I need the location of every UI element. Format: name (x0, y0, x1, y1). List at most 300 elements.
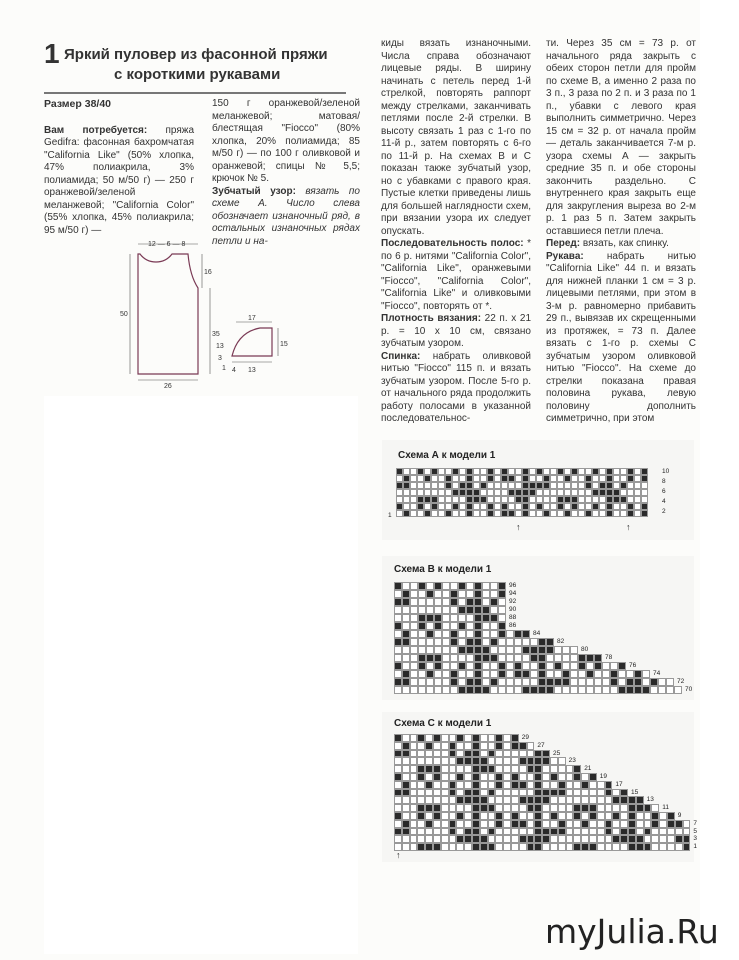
back-label: Спинка: (381, 350, 421, 362)
chart-cell (494, 503, 501, 510)
chart-cell (613, 510, 620, 517)
chart-cell (402, 734, 410, 742)
chart-a-grid (396, 468, 652, 520)
chart-c-row-label: 13 (646, 796, 654, 804)
chart-cell (473, 468, 480, 475)
chart-cell (503, 820, 511, 828)
chart-cell (566, 812, 574, 820)
chart-cell (445, 489, 452, 496)
chart-cell (410, 503, 417, 510)
chart-cell (488, 781, 496, 789)
chart-cell (458, 606, 466, 614)
chart-cell (659, 820, 667, 828)
chart-cell (605, 789, 613, 797)
chart-cell (442, 670, 450, 678)
chart-cell (550, 468, 557, 475)
chart-cell (394, 750, 402, 758)
chart-cell (426, 662, 434, 670)
chart-cell (438, 482, 445, 489)
chart-cell (534, 843, 542, 851)
chart-cell (441, 765, 449, 773)
chart-cell (527, 835, 535, 843)
chart-cell (438, 496, 445, 503)
chart-cell (566, 796, 574, 804)
chart-cell (449, 820, 457, 828)
chart-cell (562, 654, 570, 662)
chart-cell (599, 489, 606, 496)
chart-cell (394, 812, 402, 820)
chart-cell (644, 828, 652, 836)
density-paragraph (381, 313, 531, 351)
chart-cell (456, 757, 464, 765)
chart-cell (514, 646, 522, 654)
chart-cell (445, 496, 452, 503)
chart-cell (644, 820, 652, 828)
chart-cell (417, 773, 425, 781)
chart-cell (394, 796, 402, 804)
chart-cell (536, 510, 543, 517)
chart-cell (597, 796, 605, 804)
chart-cell (612, 789, 620, 797)
chart-cell (511, 789, 519, 797)
chart-cell (472, 750, 480, 758)
chart-cell (529, 482, 536, 489)
chart-cell (472, 843, 480, 851)
chart-cell (450, 662, 458, 670)
chart-cell (613, 475, 620, 482)
chart-cell (417, 482, 424, 489)
chart-cell (578, 686, 586, 694)
chart-cell (613, 468, 620, 475)
chart-cell (394, 820, 402, 828)
chart-cell (594, 678, 602, 686)
chart-cell (488, 812, 496, 820)
chart-cell (658, 686, 666, 694)
chart-cell (506, 686, 514, 694)
chart-cell (487, 482, 494, 489)
chart-b-row-label: 70 (685, 686, 693, 693)
chart-cell (431, 468, 438, 475)
chart-cell (503, 734, 511, 742)
chart-cell (438, 489, 445, 496)
sleeve-paragraph (546, 251, 696, 426)
chart-cell (442, 590, 450, 598)
chart-cell (522, 630, 530, 638)
chart-cell (613, 489, 620, 496)
chart-cell (522, 670, 530, 678)
chart-cell (402, 662, 410, 670)
chart-cell (394, 622, 402, 630)
chart-cell (620, 828, 628, 836)
chart-cell (508, 489, 515, 496)
chart-cell (542, 804, 550, 812)
chart-cell (482, 654, 490, 662)
chart-cell (581, 773, 589, 781)
chart-c-title: Схема С к модели 1 (394, 718, 492, 729)
chart-cell (506, 662, 514, 670)
pattern-label: Зубчатый узор: (212, 185, 296, 197)
chart-cell (434, 630, 442, 638)
chart-cell (597, 820, 605, 828)
chart-cell (501, 475, 508, 482)
chart-cell (482, 670, 490, 678)
chart-cell (641, 489, 648, 496)
chart-cell (495, 789, 503, 797)
chart-cell (527, 796, 535, 804)
chart-cell (431, 482, 438, 489)
chart-cell (417, 820, 425, 828)
chart-cell (425, 804, 433, 812)
chart-cell (466, 678, 474, 686)
chart-cell (466, 670, 474, 678)
chart-cell (431, 496, 438, 503)
chart-cell (394, 662, 402, 670)
chart-cell (558, 781, 566, 789)
dim-sleeve-13: 13 (216, 343, 224, 350)
chart-cell (434, 614, 442, 622)
chart-cell (410, 630, 418, 638)
chart-cell (418, 678, 426, 686)
chart-cell (550, 789, 558, 797)
chart-cell (434, 606, 442, 614)
chart-cell (466, 590, 474, 598)
chart-cell (634, 496, 641, 503)
chart-cell (530, 662, 538, 670)
chart-cell (433, 835, 441, 843)
chart-c (382, 712, 698, 862)
chart-cell (433, 773, 441, 781)
chart-cell (511, 742, 519, 750)
chart-cell (488, 804, 496, 812)
chart-cell (403, 503, 410, 510)
chart-cell (542, 757, 550, 765)
chart-cell (628, 835, 636, 843)
chart-cell (442, 606, 450, 614)
chart-cell (403, 489, 410, 496)
chart-cell (396, 482, 403, 489)
chart-cell (651, 820, 659, 828)
chart-cell (667, 820, 675, 828)
chart-cell (519, 742, 527, 750)
chart-cell (426, 638, 434, 646)
chart-cell (634, 489, 641, 496)
chart-cell (402, 828, 410, 836)
chart-cell (620, 796, 628, 804)
chart-cell (508, 496, 515, 503)
chart-cell (480, 773, 488, 781)
chart-cell (651, 812, 659, 820)
chart-cell (425, 812, 433, 820)
chart-cell (543, 475, 550, 482)
chart-cell (456, 765, 464, 773)
chart-cell (434, 598, 442, 606)
chart-cell (628, 804, 636, 812)
chart-cell (592, 496, 599, 503)
chart-cell (488, 757, 496, 765)
chart-cell (514, 654, 522, 662)
chart-cell (612, 820, 620, 828)
chart-cell (527, 820, 535, 828)
chart-cell (396, 468, 403, 475)
back-text: набрать оливковой нитью "Fiocco" 115 п. и вязать зубчатым узором. После 5-го р. от начального ряда продолжить работу полосами в указанной последовательнос- (381, 350, 531, 424)
chart-cell (636, 804, 644, 812)
chart-cell (628, 796, 636, 804)
chart-cell (433, 789, 441, 797)
chart-cell (498, 582, 506, 590)
chart-cell (659, 835, 667, 843)
chart-cell (550, 510, 557, 517)
chart-cell (410, 606, 418, 614)
chart-cell (529, 489, 536, 496)
chart-cell (403, 482, 410, 489)
chart-cell (431, 503, 438, 510)
chart-cell (417, 750, 425, 758)
chart-cell (522, 510, 529, 517)
chart-cell (425, 734, 433, 742)
chart-c-arrow: ↑ (396, 850, 401, 860)
chart-cell (618, 670, 626, 678)
chart-cell (394, 606, 402, 614)
chart-cell (464, 835, 472, 843)
chart-cell (426, 646, 434, 654)
chart-cell (605, 781, 613, 789)
chart-cell (480, 820, 488, 828)
chart-cell (424, 489, 431, 496)
chart-c-row-label: 15 (631, 788, 639, 796)
chart-cell (566, 789, 574, 797)
chart-cell (538, 662, 546, 670)
chart-cell (570, 670, 578, 678)
chart-cell (403, 468, 410, 475)
chart-cell (410, 804, 418, 812)
chart-cell (530, 638, 538, 646)
chart-cell (459, 510, 466, 517)
chart-cell (410, 757, 418, 765)
chart-cell (571, 475, 578, 482)
chart-cell (498, 670, 506, 678)
chart-cell (642, 686, 650, 694)
chart-cell (642, 670, 650, 678)
chart-cell (410, 796, 418, 804)
chart-cell (472, 734, 480, 742)
chart-cell (480, 489, 487, 496)
chart-cell (534, 820, 542, 828)
chart-cell (529, 475, 536, 482)
chart-cell (597, 843, 605, 851)
chart-cell (627, 482, 634, 489)
chart-cell (573, 765, 581, 773)
chart-cell (585, 482, 592, 489)
chart-cell (410, 750, 418, 758)
chart-cell (417, 475, 424, 482)
chart-cell (495, 765, 503, 773)
chart-c-row-label: 27 (537, 741, 545, 749)
chart-cell (474, 686, 482, 694)
chart-cell (683, 820, 691, 828)
chart-cell (529, 503, 536, 510)
back-paragraph (381, 351, 531, 426)
chart-cell (458, 638, 466, 646)
chart-cell (490, 622, 498, 630)
chart-cell (424, 510, 431, 517)
chart-cell (519, 812, 527, 820)
chart-cell (410, 475, 417, 482)
chart-cell (558, 843, 566, 851)
front-label: Перед: (546, 238, 581, 249)
dim-sleeve-bottom-b: 13 (248, 367, 256, 374)
chart-cell (456, 789, 464, 797)
chart-cell (490, 646, 498, 654)
chart-cell (612, 843, 620, 851)
chart-cell (441, 835, 449, 843)
chart-cell (464, 789, 472, 797)
chart-cell (472, 757, 480, 765)
chart-cell (501, 482, 508, 489)
chart-b-row-label: 94 (509, 590, 517, 597)
chart-c-row-label: 5 (693, 827, 698, 835)
chart-cell (511, 773, 519, 781)
chart-cell (449, 750, 457, 758)
dim-armhole: 16 (204, 269, 212, 276)
chart-cell (566, 835, 574, 843)
site-logo: myJulia.Ru (545, 912, 719, 951)
chart-cell (610, 670, 618, 678)
chart-cell (522, 503, 529, 510)
chart-cell (433, 750, 441, 758)
chart-cell (449, 765, 457, 773)
chart-cell (634, 475, 641, 482)
chart-cell (543, 482, 550, 489)
chart-cell (417, 789, 425, 797)
chart-cell (438, 503, 445, 510)
chart-cell (394, 789, 402, 797)
chart-cell (449, 781, 457, 789)
front-text: вязать, как спинку. (582, 238, 669, 249)
chart-cell (627, 496, 634, 503)
chart-cell (522, 662, 530, 670)
chart-cell (426, 606, 434, 614)
chart-cell (522, 482, 529, 489)
chart-cell (542, 843, 550, 851)
chart-cell (589, 804, 597, 812)
chart-cell (458, 654, 466, 662)
chart-cell (490, 630, 498, 638)
chart-cell (394, 590, 402, 598)
chart-cell (480, 804, 488, 812)
chart-cell (488, 820, 496, 828)
chart-cell (403, 475, 410, 482)
chart-cell (498, 598, 506, 606)
chart-cell (410, 646, 418, 654)
chart-cell (641, 475, 648, 482)
chart-a-row-2: 2 (662, 508, 666, 515)
chart-cell (558, 765, 566, 773)
chart-cell (490, 654, 498, 662)
chart-cell (402, 781, 410, 789)
chart-cell (459, 489, 466, 496)
chart-cell (573, 828, 581, 836)
chart-cell (659, 843, 667, 851)
front-paragraph (546, 238, 696, 251)
chart-cell (594, 654, 602, 662)
chart-c-row-label: 23 (568, 757, 576, 765)
chart-cell (450, 638, 458, 646)
chart-cell (450, 678, 458, 686)
chart-cell (571, 496, 578, 503)
chart-cell (554, 646, 562, 654)
chart-cell (464, 773, 472, 781)
chart-cell (487, 510, 494, 517)
chart-cell (494, 475, 501, 482)
chart-c-row-label: 11 (662, 804, 669, 812)
chart-cell (578, 503, 585, 510)
chart-cell (667, 828, 675, 836)
chart-cell (627, 503, 634, 510)
chart-cell (641, 496, 648, 503)
title-line-1: Яркий пуловер из фасонной пряжи (64, 46, 328, 63)
chart-cell (620, 503, 627, 510)
chart-cell (425, 765, 433, 773)
chart-cell (522, 638, 530, 646)
chart-cell (464, 781, 472, 789)
chart-cell (586, 662, 594, 670)
chart-cell (403, 510, 410, 517)
chart-cell (628, 812, 636, 820)
chart-cell (482, 614, 490, 622)
chart-cell (543, 503, 550, 510)
chart-cell (573, 789, 581, 797)
chart-cell (534, 789, 542, 797)
chart-cell (466, 582, 474, 590)
chart-cell (627, 489, 634, 496)
chart-cell (578, 475, 585, 482)
chart-cell (506, 678, 514, 686)
chart-cell (589, 828, 597, 836)
chart-cell (573, 804, 581, 812)
chart-cell (613, 482, 620, 489)
chart-cell (514, 686, 522, 694)
chart-cell (402, 654, 410, 662)
chart-cell (546, 654, 554, 662)
chart-cell (456, 812, 464, 820)
chart-cell (473, 496, 480, 503)
chart-cell (490, 678, 498, 686)
chart-cell (527, 804, 535, 812)
chart-cell (466, 686, 474, 694)
chart-cell (546, 686, 554, 694)
chart-cell (394, 804, 402, 812)
chart-cell (480, 510, 487, 517)
chart-cell (534, 757, 542, 765)
chart-cell (473, 510, 480, 517)
chart-cell (495, 804, 503, 812)
chart-cell (503, 750, 511, 758)
chart-cell (464, 734, 472, 742)
chart-cell (445, 468, 452, 475)
chart-cell (557, 482, 564, 489)
chart-cell (514, 630, 522, 638)
chart-cell (542, 750, 550, 758)
chart-cell (480, 789, 488, 797)
chart-b-row-label: 72 (677, 678, 685, 685)
chart-cell (597, 835, 605, 843)
chart-cell (426, 654, 434, 662)
chart-cell (490, 662, 498, 670)
chart-cell (495, 750, 503, 758)
chart-cell (550, 804, 558, 812)
chart-cell (514, 678, 522, 686)
chart-cell (683, 828, 691, 836)
